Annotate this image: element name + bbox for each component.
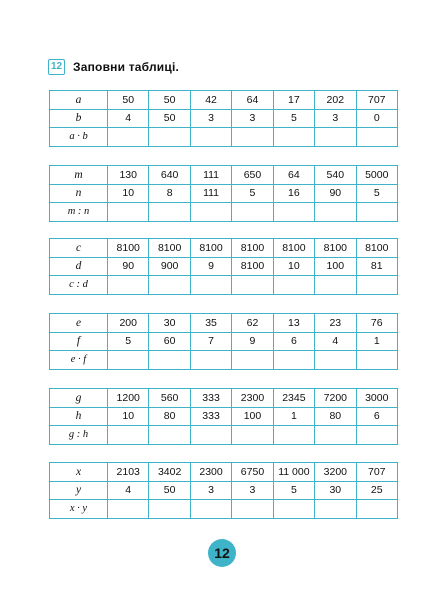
result-row [50, 426, 398, 445]
value-cell: 5000 [356, 166, 397, 185]
value-cell: 3 [190, 481, 231, 500]
answer-cell[interactable] [190, 203, 231, 222]
value-cell: 10 [108, 184, 149, 203]
answer-cell[interactable] [149, 276, 190, 295]
value-cell: 5 [232, 184, 273, 203]
answer-cell[interactable] [190, 426, 231, 445]
answer-cell[interactable] [315, 203, 356, 222]
value-cell: 540 [315, 166, 356, 185]
value-cell: 7200 [315, 389, 356, 408]
row-label: h [50, 407, 108, 426]
value-cell: 200 [108, 314, 149, 333]
answer-cell[interactable] [108, 426, 149, 445]
row-label: c : d [50, 276, 108, 295]
value-cell: 23 [315, 314, 356, 333]
answer-cell[interactable] [232, 426, 273, 445]
value-cell: 2345 [273, 389, 314, 408]
value-row [50, 389, 398, 408]
answer-cell[interactable] [108, 500, 149, 519]
value-cell: 64 [273, 166, 314, 185]
task-title: Заповни таблиці. [73, 60, 180, 74]
row-label: c [50, 239, 108, 258]
fill-table-4 [49, 313, 398, 370]
fill-table-3 [49, 238, 398, 295]
value-row [50, 481, 398, 500]
value-cell: 6750 [232, 463, 273, 482]
answer-cell[interactable] [273, 500, 314, 519]
value-cell: 30 [149, 314, 190, 333]
value-cell: 8100 [356, 239, 397, 258]
value-cell: 111 [190, 166, 231, 185]
value-cell: 9 [232, 332, 273, 351]
row-label: m : n [50, 203, 108, 222]
value-row [50, 407, 398, 426]
value-cell: 50 [149, 109, 190, 128]
value-cell: 60 [149, 332, 190, 351]
answer-cell[interactable] [273, 426, 314, 445]
value-cell: 100 [315, 257, 356, 276]
answer-cell[interactable] [149, 203, 190, 222]
answer-cell[interactable] [232, 128, 273, 147]
answer-cell[interactable] [356, 276, 397, 295]
value-cell: 3 [315, 109, 356, 128]
value-cell: 50 [108, 91, 149, 110]
row-label: e · f [50, 351, 108, 370]
value-cell: 1 [273, 407, 314, 426]
answer-cell[interactable] [273, 276, 314, 295]
answer-cell[interactable] [315, 426, 356, 445]
value-cell: 5 [273, 481, 314, 500]
row-label: d [50, 257, 108, 276]
answer-cell[interactable] [273, 351, 314, 370]
value-cell: 4 [108, 109, 149, 128]
answer-cell[interactable] [190, 276, 231, 295]
answer-cell[interactable] [232, 203, 273, 222]
answer-cell[interactable] [190, 500, 231, 519]
answer-cell[interactable] [356, 500, 397, 519]
row-label: n [50, 184, 108, 203]
value-cell: 5 [356, 184, 397, 203]
value-cell: 25 [356, 481, 397, 500]
result-row [50, 203, 398, 222]
fill-table-5 [49, 388, 398, 445]
row-label: x [50, 463, 108, 482]
value-cell: 6 [356, 407, 397, 426]
answer-cell[interactable] [232, 351, 273, 370]
page-number: 12 [208, 539, 236, 567]
value-cell: 640 [149, 166, 190, 185]
value-cell: 3402 [149, 463, 190, 482]
answer-cell[interactable] [356, 128, 397, 147]
value-cell: 50 [149, 481, 190, 500]
task-number-badge: 12 [48, 59, 65, 75]
row-label: b [50, 109, 108, 128]
value-cell: 4 [315, 332, 356, 351]
answer-cell[interactable] [190, 351, 231, 370]
result-row [50, 500, 398, 519]
value-cell: 80 [149, 407, 190, 426]
value-cell: 8100 [190, 239, 231, 258]
answer-cell[interactable] [232, 276, 273, 295]
row-label: f [50, 332, 108, 351]
value-cell: 900 [149, 257, 190, 276]
answer-cell[interactable] [315, 276, 356, 295]
value-cell: 10 [273, 257, 314, 276]
value-cell: 5 [273, 109, 314, 128]
value-cell: 80 [315, 407, 356, 426]
value-cell: 8100 [315, 239, 356, 258]
value-cell: 707 [356, 463, 397, 482]
value-row [50, 332, 398, 351]
value-cell: 3 [190, 109, 231, 128]
row-label: a [50, 91, 108, 110]
row-label: e [50, 314, 108, 333]
value-row [50, 239, 398, 258]
answer-cell[interactable] [149, 500, 190, 519]
value-row [50, 257, 398, 276]
answer-cell[interactable] [315, 128, 356, 147]
value-cell: 333 [190, 407, 231, 426]
answer-cell[interactable] [356, 351, 397, 370]
value-row [50, 109, 398, 128]
value-cell: 3000 [356, 389, 397, 408]
value-cell: 3200 [315, 463, 356, 482]
row-label: a · b [50, 128, 108, 147]
value-cell: 8100 [149, 239, 190, 258]
value-cell: 2300 [232, 389, 273, 408]
value-cell: 8 [149, 184, 190, 203]
value-cell: 111 [190, 184, 231, 203]
value-cell: 1200 [108, 389, 149, 408]
value-cell: 8100 [232, 239, 273, 258]
value-cell: 3 [232, 109, 273, 128]
answer-cell[interactable] [108, 128, 149, 147]
value-cell: 90 [108, 257, 149, 276]
value-cell: 2103 [108, 463, 149, 482]
value-cell: 130 [108, 166, 149, 185]
value-cell: 3 [232, 481, 273, 500]
value-cell: 202 [315, 91, 356, 110]
fill-table-2 [49, 165, 398, 222]
value-cell: 8100 [108, 239, 149, 258]
answer-cell[interactable] [273, 128, 314, 147]
value-cell: 9 [190, 257, 231, 276]
value-row [50, 314, 398, 333]
value-cell: 13 [273, 314, 314, 333]
value-cell: 333 [190, 389, 231, 408]
answer-cell[interactable] [108, 203, 149, 222]
value-cell: 6 [273, 332, 314, 351]
value-cell: 11 000 [273, 463, 314, 482]
task-header [48, 59, 179, 75]
value-cell: 707 [356, 91, 397, 110]
row-label: g : h [50, 426, 108, 445]
value-cell: 42 [190, 91, 231, 110]
result-row [50, 276, 398, 295]
value-cell: 16 [273, 184, 314, 203]
answer-cell[interactable] [273, 203, 314, 222]
value-cell: 90 [315, 184, 356, 203]
value-cell: 81 [356, 257, 397, 276]
fill-table-1 [49, 90, 398, 147]
value-cell: 100 [232, 407, 273, 426]
answer-cell[interactable] [315, 351, 356, 370]
answer-cell[interactable] [108, 276, 149, 295]
row-label: g [50, 389, 108, 408]
value-row [50, 463, 398, 482]
fill-table-6 [49, 462, 398, 519]
value-cell: 50 [149, 91, 190, 110]
value-cell: 7 [190, 332, 231, 351]
value-cell: 35 [190, 314, 231, 333]
value-cell: 10 [108, 407, 149, 426]
answer-cell[interactable] [315, 500, 356, 519]
answer-cell[interactable] [149, 351, 190, 370]
value-cell: 650 [232, 166, 273, 185]
value-cell: 64 [232, 91, 273, 110]
value-cell: 2300 [190, 463, 231, 482]
answer-cell[interactable] [232, 500, 273, 519]
value-cell: 30 [315, 481, 356, 500]
value-row [50, 184, 398, 203]
answer-cell[interactable] [149, 426, 190, 445]
value-cell: 17 [273, 91, 314, 110]
result-row [50, 351, 398, 370]
answer-cell[interactable] [108, 351, 149, 370]
value-row [50, 91, 398, 110]
value-cell: 5 [108, 332, 149, 351]
row-label: y [50, 481, 108, 500]
value-cell: 8100 [273, 239, 314, 258]
value-cell: 62 [232, 314, 273, 333]
answer-cell[interactable] [190, 128, 231, 147]
value-cell: 76 [356, 314, 397, 333]
answer-cell[interactable] [149, 128, 190, 147]
value-cell: 0 [356, 109, 397, 128]
row-label: m [50, 166, 108, 185]
answer-cell[interactable] [356, 203, 397, 222]
value-cell: 1 [356, 332, 397, 351]
result-row [50, 128, 398, 147]
value-row [50, 166, 398, 185]
row-label: x · y [50, 500, 108, 519]
value-cell: 4 [108, 481, 149, 500]
answer-cell[interactable] [356, 426, 397, 445]
value-cell: 560 [149, 389, 190, 408]
value-cell: 8100 [232, 257, 273, 276]
